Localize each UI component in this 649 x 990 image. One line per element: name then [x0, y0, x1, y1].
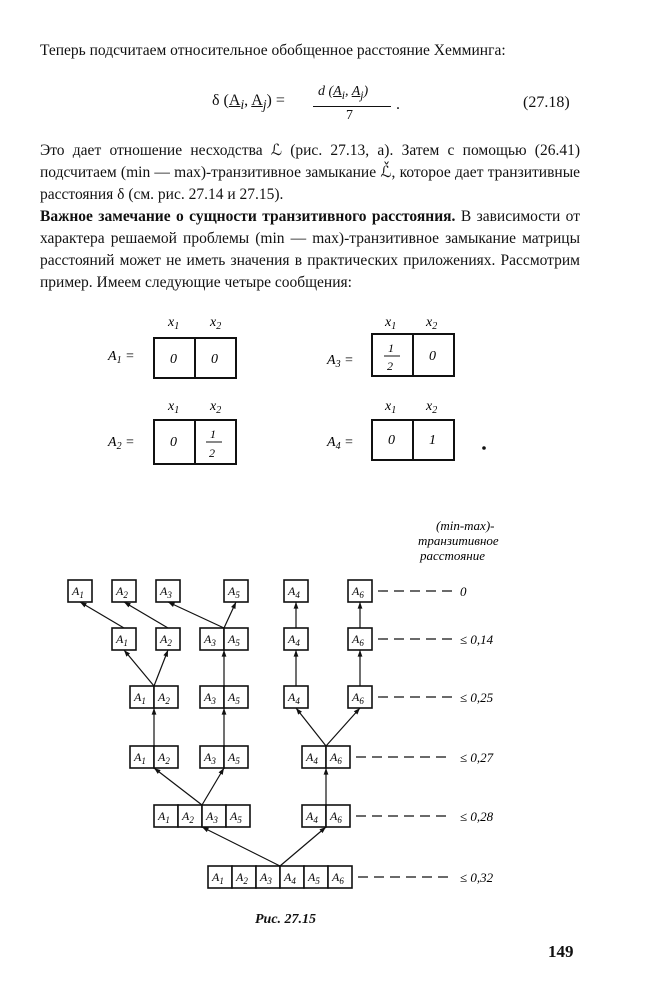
node-label: $A_2$: [116, 584, 128, 600]
node-label: $A_1$: [212, 870, 224, 886]
node-label: $A_5$: [228, 690, 240, 706]
remark-text: В зависимости от характера решаемой проблемы (min — max)-транзитивное замыкание матрицы расстояний может не иметь значения в практических приложениях. Рассмотрим пример. Имеем следующие четыре сообщения:: [40, 208, 580, 291]
node-label: $A_2$: [182, 809, 194, 825]
cell-x2: 0: [429, 349, 436, 364]
message-label: $A_3$ =: [327, 353, 354, 370]
level-label: ≤ 0,14: [460, 632, 494, 647]
equation-numerator: d ($A_i$, $A_j$): [318, 84, 369, 102]
tree-node: [130, 686, 178, 708]
node-label: $A_6$: [352, 632, 364, 648]
node-label: $A_3$: [204, 632, 216, 648]
equation-denominator: 7: [346, 108, 353, 123]
level-label: ≤ 0,32: [460, 870, 494, 885]
level-label: ≤ 0,27: [460, 750, 494, 765]
node-label: $A_5$: [230, 809, 242, 825]
node-label: $A_4$: [306, 809, 318, 825]
legend-line1: (min-max)-: [436, 518, 495, 533]
paragraph-dissimilarity: Это дает отношение несходства ℒ (рис. 27.13, а). Затем с помощью (26.41) подсчитаем (min — max)-транзитивное замыкание ℒ̌, которое дает транзитивные расстояния δ (см. рис. 27.14 и 27.15).: [40, 142, 580, 203]
tree-node: [302, 805, 350, 827]
node-label: $A_5$: [308, 870, 320, 886]
paragraph-intro: Теперь подсчитаем относительное обобщенное расстояние Хемминга:: [40, 42, 506, 59]
node-label: $A_5$: [228, 584, 240, 600]
tree-node: [284, 686, 308, 708]
tree-levels: [356, 584, 494, 885]
figure-caption: Рис. 27.15: [255, 912, 317, 927]
tree-node: [68, 580, 92, 602]
node-label: $A_3$: [206, 809, 218, 825]
node-label: $A_4$: [288, 584, 300, 600]
col-x2: $x_2$: [426, 399, 438, 416]
node-label: $A_2$: [160, 632, 172, 648]
col-x2: $x_2$: [210, 315, 222, 332]
col-x1: $x_1$: [385, 315, 397, 332]
message-label: $A_1$ =: [108, 349, 135, 366]
tree-node: [112, 628, 136, 650]
level-label: ≤ 0,25: [460, 690, 494, 705]
node-label: $A_3$: [204, 690, 216, 706]
node-label: $A_3$: [260, 870, 272, 886]
equation-period: .: [396, 96, 400, 113]
node-label: $A_4$: [288, 690, 300, 706]
tree-node: [208, 866, 352, 888]
node-label: $A_1$: [116, 632, 128, 648]
period-dot: [482, 446, 486, 450]
col-x1: $x_1$: [385, 399, 397, 416]
tree-node: [284, 628, 308, 650]
col-x2: $x_2$: [426, 315, 438, 332]
node-label: $A_4$: [288, 632, 300, 648]
node-label: $A_1$: [158, 809, 170, 825]
tree-node: [224, 580, 248, 602]
node-label: $A_6$: [352, 690, 364, 706]
cell-x1-den: 2: [387, 359, 393, 373]
level-label: ≤ 0,28: [460, 809, 494, 824]
node-label: $A_1$: [72, 584, 84, 600]
cell-x2: 0: [211, 352, 218, 367]
tree-node: [112, 580, 136, 602]
tree-legend: [418, 518, 499, 563]
tree-node: [154, 805, 250, 827]
node-label: $A_6$: [352, 584, 364, 600]
node-label: $A_2$: [158, 750, 170, 766]
node-label: $A_1$: [134, 690, 146, 706]
cell-x1: 0: [170, 435, 177, 450]
node-label: $A_3$: [204, 750, 216, 766]
tree-node: [200, 746, 248, 768]
tree-node: [200, 628, 248, 650]
tree-node: [302, 746, 350, 768]
cell-x1: 0: [388, 433, 395, 448]
legend-line2: транзитивное: [418, 533, 499, 548]
remark-heading: Важное замечание о сущности транзитивного расстояния.: [40, 208, 456, 225]
node-label: $A_4$: [306, 750, 318, 766]
col-x1: $x_1$: [168, 399, 180, 416]
node-label: $A_5$: [228, 632, 240, 648]
node-label: $A_1$: [134, 750, 146, 766]
node-label: $A_3$: [160, 584, 172, 600]
tree-node: [130, 746, 178, 768]
cell-x1-num: 1: [388, 341, 394, 355]
level-label: 0: [460, 584, 467, 599]
node-label: $A_6$: [332, 870, 344, 886]
cell-x2-den: 2: [209, 446, 215, 460]
message-a4: [326, 399, 454, 460]
message-label: $A_4$ =: [327, 435, 354, 452]
message-label: $A_2$ =: [108, 435, 135, 452]
node-label: $A_6$: [330, 750, 342, 766]
col-x1: $x_1$: [168, 315, 180, 332]
node-label: $A_2$: [236, 870, 248, 886]
col-x2: $x_2$: [210, 399, 222, 416]
node-label: $A_6$: [330, 809, 342, 825]
cell-x2: 1: [429, 433, 436, 448]
legend-line3: расстояние: [420, 548, 486, 563]
tree-node: [156, 580, 180, 602]
tree-node: [348, 628, 372, 650]
message-a2: [107, 399, 236, 464]
tree-node: [284, 580, 308, 602]
tree-node: [348, 580, 372, 602]
node-label: $A_5$: [228, 750, 240, 766]
equation-lhs: δ ($A_i$, $A_j$) =: [212, 92, 285, 113]
node-label: $A_4$: [284, 870, 296, 886]
tree-node: [156, 628, 180, 650]
tree-node: [200, 686, 248, 708]
message-a1: [107, 315, 236, 378]
message-a3: [326, 315, 454, 376]
cell-x2-num: 1: [210, 427, 216, 441]
equation-number: (27.18): [523, 94, 570, 111]
page-number: 149: [548, 942, 574, 961]
tree-node: [348, 686, 372, 708]
cell-x1: 0: [170, 352, 177, 367]
node-label: $A_2$: [158, 690, 170, 706]
